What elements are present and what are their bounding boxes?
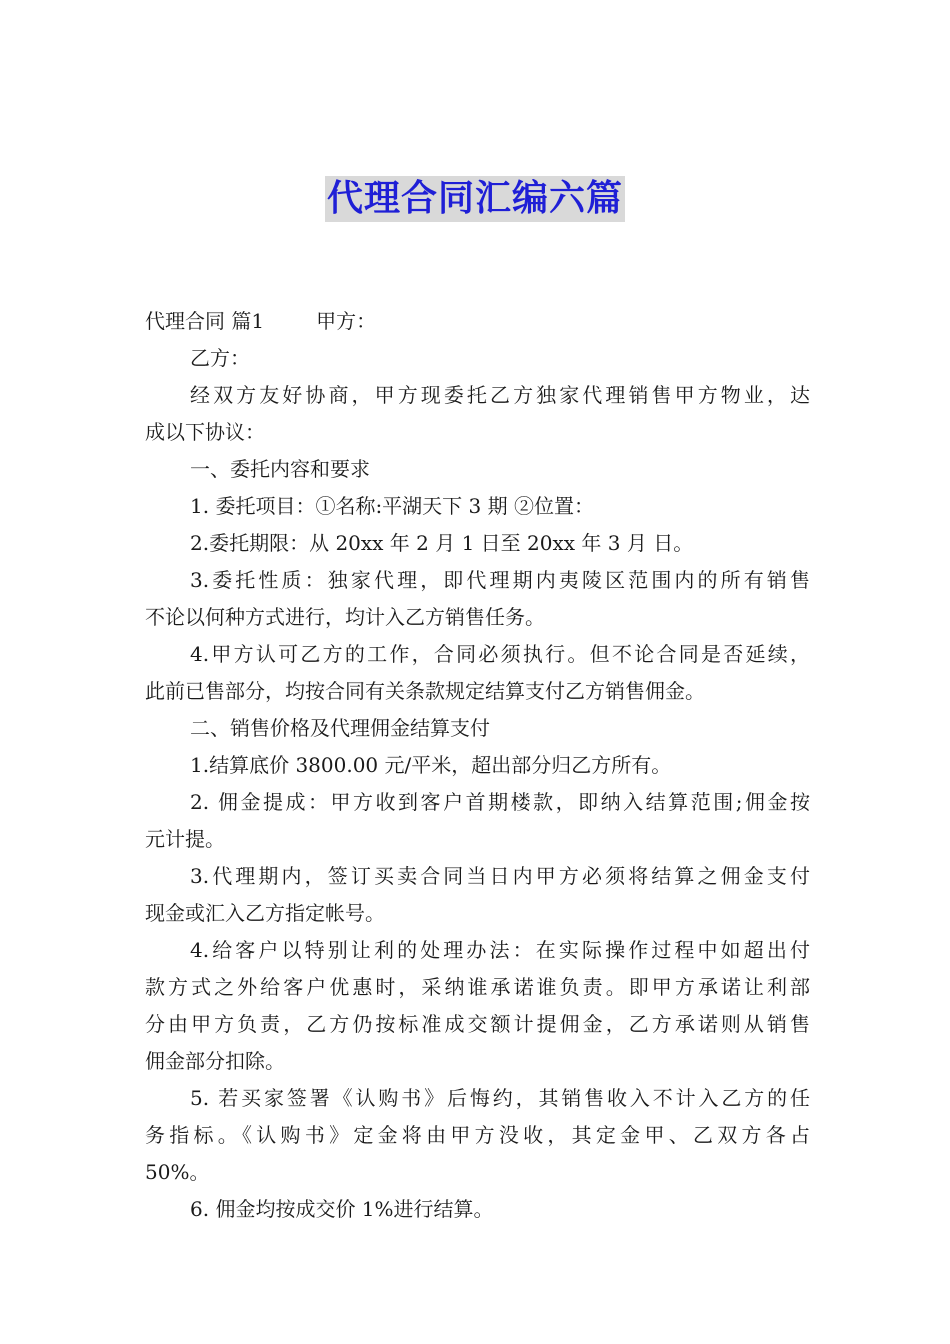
paragraph-line bbox=[145, 303, 810, 340]
document-title: 代理合同汇编六篇 bbox=[325, 176, 625, 222]
document-body bbox=[145, 303, 810, 1228]
paragraph-line: 成以下协议： bbox=[145, 420, 265, 444]
paragraph-line: 务指标。《认购书》定金将由甲方没收，其定金甲、乙双方各占 bbox=[145, 1123, 810, 1147]
paragraph-line: 一、委托内容和要求 bbox=[190, 457, 370, 481]
paragraph-line: 款方式之外给客户优惠时，采纳谁承诺谁负责。即甲方承诺让利部 bbox=[145, 975, 810, 999]
paragraph-line: 6. 佣金均按成交价 1%进行结算。 bbox=[190, 1197, 494, 1221]
paragraph-line: 此前已售部分，均按合同有关条款规定结算支付乙方销售佣金。 bbox=[145, 679, 705, 703]
paragraph-line: 二、销售价格及代理佣金结算支付 bbox=[190, 716, 490, 740]
party-a-label: 甲方： bbox=[316, 309, 377, 333]
paragraph-line: 3.委托性质：独家代理，即代理期内夷陵区范围内的所有销售 bbox=[190, 568, 810, 592]
paragraph-line: 现金或汇入乙方指定帐号。 bbox=[145, 901, 385, 925]
paragraph-line: 4.给客户以特别让利的处理办法：在实际操作过程中如超出付 bbox=[190, 938, 810, 962]
title-container bbox=[0, 176, 950, 222]
section-heading: 代理合同 篇1 bbox=[145, 309, 265, 333]
paragraph-line: 2.委托期限：从 20xx 年 2 月 1 日至 20xx 年 3 月 日。 bbox=[190, 531, 694, 555]
paragraph-line: 2. 佣金提成：甲方收到客户首期楼款，即纳入结算范围;佣金按 bbox=[190, 790, 810, 814]
paragraph-line: 1. 委托项目：①名称:平湖天下 3 期 ②位置： bbox=[190, 494, 594, 518]
paragraph-line: 元计提。 bbox=[145, 827, 225, 851]
paragraph-line: 分由甲方负责，乙方仍按标准成交额计提佣金，乙方承诺则从销售 bbox=[145, 1012, 810, 1036]
paragraph-line: 50%。 bbox=[145, 1160, 210, 1184]
paragraph-line: 不论以何种方式进行，均计入乙方销售任务。 bbox=[145, 605, 545, 629]
paragraph-line: 5. 若买家签署《认购书》后悔约，其销售收入不计入乙方的任 bbox=[190, 1086, 810, 1110]
paragraph-line: 4.甲方认可乙方的工作，合同必须执行。但不论合同是否延续， bbox=[190, 642, 810, 666]
paragraph-line: 佣金部分扣除。 bbox=[145, 1049, 285, 1073]
paragraph-line: 3.代理期内，签订买卖合同当日内甲方必须将结算之佣金支付 bbox=[190, 864, 810, 888]
paragraph-line: 经双方友好协商，甲方现委托乙方独家代理销售甲方物业，达 bbox=[190, 383, 810, 407]
paragraph-line: 1.结算底价 3800.00 元/平米，超出部分归乙方所有。 bbox=[190, 753, 672, 777]
paragraph-line: 乙方： bbox=[190, 346, 250, 370]
